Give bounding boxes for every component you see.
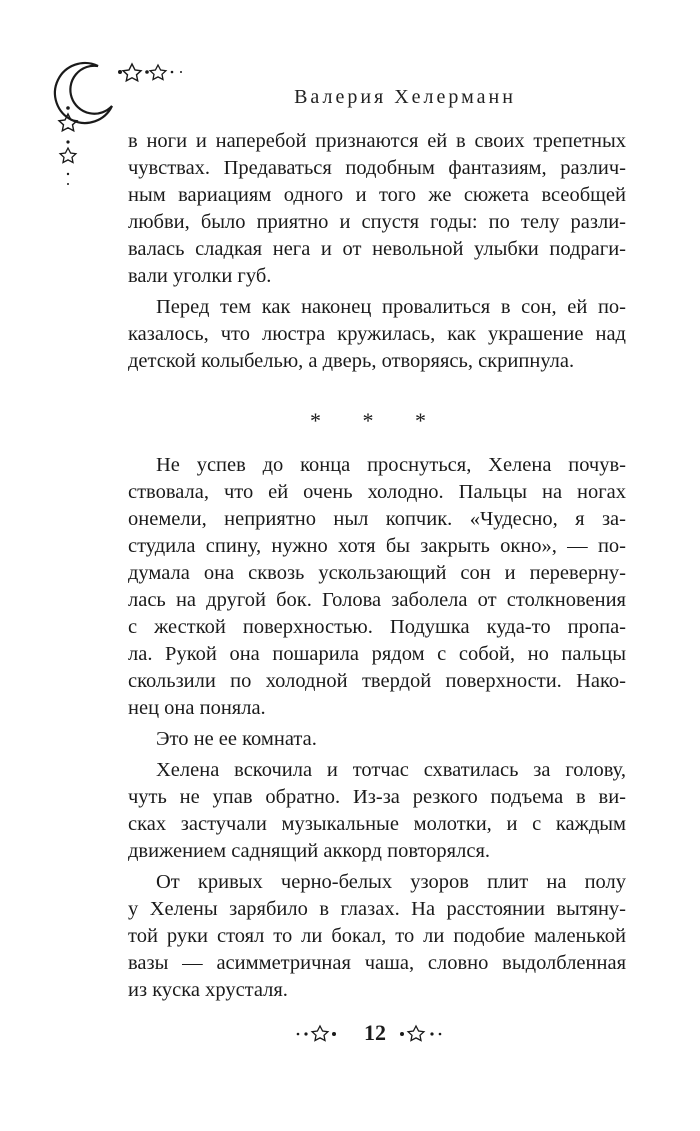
text-line: ствовала, что ей очень холодно. Пальцы на ногах: [128, 481, 626, 503]
text-line: Хелена вскочила и тотчас схватилась за голову,: [156, 759, 626, 781]
text-block-main: [128, 452, 626, 1008]
text-line: у Хелены зарябило в глазах. На расстоянии вытяну-: [128, 898, 626, 920]
text-line: От кривых черно-белых узоров плит на полу: [156, 871, 626, 893]
text-line: Это не ее комната.: [156, 728, 317, 750]
text-line: вазы — асимметричная чаша, словно выдолбленная: [128, 952, 626, 974]
text-line: из куска хрусталя.: [128, 979, 288, 1001]
text-line: валась сладкая нега и от невольной улыбки подраги-: [128, 238, 626, 260]
text-line: казалось, что люстра кружилась, как украшение над: [128, 323, 626, 345]
text-line: думала она сквозь ускользающий сон и переверну-: [128, 562, 626, 584]
running-head: Валерия Хелерманн: [294, 86, 516, 108]
text-block-top: [128, 128, 626, 379]
paragraph: [128, 869, 626, 1004]
text-line: любви, было приятно и спустя годы: по телу разли-: [128, 211, 626, 233]
text-line: ным вариациям одного и того же сюжета всеобщей: [128, 184, 626, 206]
text-line: нец она поняла.: [128, 697, 266, 719]
text-line: чувствах. Предаваться подобным фантазиям, различ-: [128, 157, 626, 179]
text-line: в ноги и наперебой признаются ей в своих трепетных: [128, 130, 626, 152]
text-line: ла. Рукой она пошарила рядом с собой, но пальцы: [128, 643, 626, 665]
text-line: детской колыбелью, а дверь, отворяясь, скрипнула.: [128, 350, 575, 372]
text-line: онемели, неприятно ныл копчик. «Чудесно, я за-: [128, 508, 626, 530]
text-line: чуть не упав обратно. Из-за резкого подъема в ви-: [128, 786, 626, 808]
page-footer: [290, 1018, 460, 1048]
crescent-moon-icon: [55, 63, 112, 123]
text-line: Перед тем как наконец провалиться в сон, ей по-: [156, 296, 626, 318]
paragraph: [128, 726, 626, 753]
section-separator: * * *: [310, 408, 444, 433]
text-line: той руки стоял то ли бокал, то ли подобие маленькой: [128, 925, 626, 947]
star-icon: [123, 64, 141, 81]
text-line: движением саднящий аккорд повторялся.: [128, 840, 490, 862]
paragraph: [128, 294, 626, 375]
text-line: сках застучали музыкальные молотки, и с каждым: [128, 813, 626, 835]
text-line: с жесткой поверхностью. Подушка куда-то пропа-: [128, 616, 626, 638]
star-icon: [60, 148, 76, 163]
text-line: скользили по холодной твердой поверхности. Нако-: [128, 670, 626, 692]
paragraph: [128, 128, 626, 290]
text-line: вали уголки губ.: [128, 265, 272, 287]
paragraph: [128, 452, 626, 722]
page-number: 12: [364, 1020, 386, 1045]
text-line: Не успев до конца проснуться, Хелена почув-: [156, 454, 626, 476]
paragraph: [128, 757, 626, 865]
text-line: лась на другой бок. Голова заболела от столкновения: [128, 589, 626, 611]
star-icon: [150, 65, 166, 80]
text-line: студила спину, нужно хотя бы закрыть окно», — по-: [128, 535, 626, 557]
